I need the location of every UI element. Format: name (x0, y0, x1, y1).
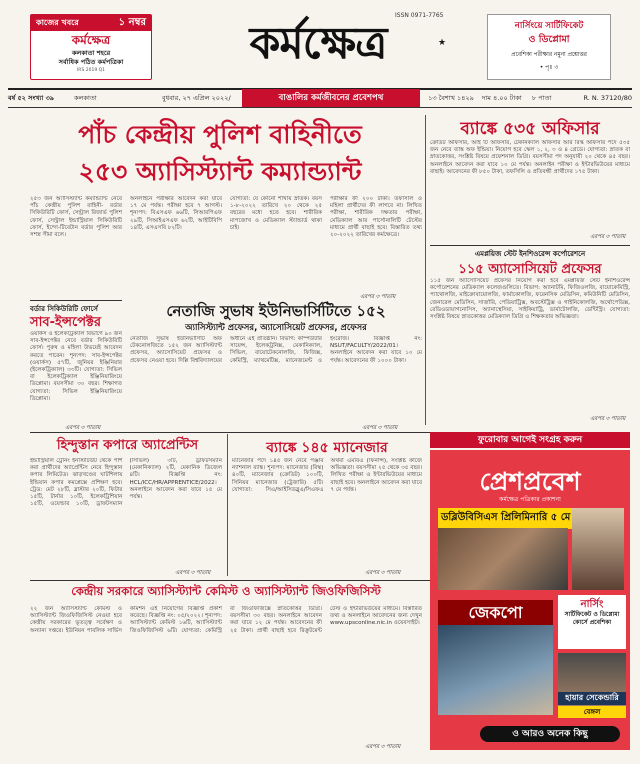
rank-line1: কলকাতা শহরে (71, 49, 111, 57)
rank-strip (31, 15, 151, 31)
netaji-body: নেতাজি সুভাষ ইউনিভার্সিটি অফ টেকনোলজিতে ১৫২ জন অ্যাসিস্ট্যান্ট প্রফেসর, অ্যাসোসিয়েট প্রফেসর ও প্রফেসর নেওয়া হবে। দিল্লি বিশ্ববিদ্যালয়ের অধীনে এই প্রতিষ্ঠান। বিভাগ: কম্পিউটার সায়েন্স, ইলেকট্রনিক্স, মেকানিক্যাল, সিভিল, বায়োটেকনোলজি, ফিজিক্স, কেমিস্ট্রি, ম্যাথমেটিক্স, ম্যানেজমেন্ট ও ইংরেজি। বিজ্ঞপ্তি নং: NSUT/FACULTY/2022/01। অনলাইনে আবেদন করা যাবে ১০ মে পর্যন্ত। আবেদনের ফী ১০০০ টাকা। (130, 336, 422, 364)
right-promo-line3: প্রবেশিকা পরীক্ষার নমুনা প্রশ্নোত্তর (511, 52, 587, 58)
hcl-continued: এরপর ৩ পাতায় (175, 570, 211, 576)
right-promo-box (487, 14, 611, 80)
promo-photo-1 (438, 528, 568, 590)
rank-number: ১ নম্বর (118, 16, 146, 28)
epfo-title: ১১৫ অ্যাসোসিয়েট প্রফেসর (458, 262, 602, 277)
bsf-rule (30, 300, 122, 301)
promo-photo-2 (572, 508, 624, 590)
date-label: বুধবার, ২৭ এপ্রিল ২০২২/ (162, 93, 231, 102)
dateline (8, 90, 632, 106)
rank-small: IRS 2019 Q1 (76, 68, 106, 73)
right-promo-line4: • পৃঃ ৩ (539, 64, 559, 71)
bank145-continued: এরপর ৩ পাতায় (365, 570, 401, 576)
bank535-body: ক্রেডিট অফিসার, আই টি অফিসার, টেকনিক্যাল অফিসার আর রিস্ক অফিসার পদে ৫৩৫ জন নেবে ব্যাঙ্ক অফ ইন্ডিয়া। নিয়োগ হবে স্কেল ১, ২, ৩ ও ৪ গ্রেডে। যোগ্যতা: স্নাতক বা স্নাতকোত্তর, সংশ্লিষ্ট বিষয়ে প্রফেশনাল ডিগ্রি। বয়সসীমা পদ অনুযায়ী ২০ থেকে ৪৫ বছর। অনলাইনে আবেদন করা যাবে ১০ মে পর্যন্ত। অনলাইন পরীক্ষা ও ইন্টারভিউয়ের মাধ্যমে বাছাই। আবেদনের ফী ৮৫০ টাকা, তফসিলি ও প্রতিবন্ধী প্রার্থীদের ১৭৫ টাকা। (430, 140, 630, 175)
main-headline-line2: ২৫৩ অ্যাসিস্ট্যান্ট কম্যান্ড্যান্ট (78, 157, 362, 186)
promo-mag-sub: কর্মক্ষেত্র পত্রিকার প্রকাশনা (499, 496, 561, 503)
main-story-continued: এরপর ৩ পাতায় (360, 294, 396, 300)
rank-logo: কর্মক্ষেত্র (71, 33, 111, 47)
main-story-col1 (30, 196, 122, 298)
rank-line2: সর্বাধিক পঠিত কর্মপত্রিকা (58, 58, 124, 66)
promo-story3: সার্টিফিকেট ও ডিপ্লোমা কোর্সে প্রবেশিকা (564, 611, 620, 626)
promo-footer: ও আরও অনেক কিছু (480, 726, 620, 742)
main-story-p1: ২৫৩ জন অ্যাসিস্ট্যান্ট কম্যান্ড্যান্ট নেবে পাঁচ কেন্দ্রীয় পুলিশ বাহিনী- বর্ডার সিকিউরিটি ফোর্স, সেন্ট্রাল রিজার্ভ পুলিশ ফোর্স, সেন্ট্রাল ইন্ডাস্ট্রিয়াল সিকিউরিটি ফোর্স, ইন্দো-টিবেটান বর্ডার পুলিশ আর সশস্ত্র সীমা বলে। (30, 196, 122, 239)
pages-label: ৮ পাতা (532, 93, 552, 102)
epfo-rule (430, 245, 630, 246)
bsf-body: ওয়ার্কস ও ইলেকট্রিক্যাল বিভাগে ৯০ জন সাব-ইন্সপেক্টর নেবে বর্ডার সিকিউরিটি ফোর্স। পুরুষ ও মহিলা উভয়েই আবেদন করতে পারেন। শূন্যপদ: সাব-ইন্সপেক্টর (ওয়ার্কস) ৫৭টি, জুনিয়র ইঞ্জিনিয়ার (ইলেকট্রিক্যাল) ৩৩টি। যোগ্যতা: সিভিল বা ইলেকট্রিক্যাল ইঞ্জিনিয়ারিংয়ে ডিপ্লোমা। বয়সসীমা ৩০ বছর। শিক্ষাগত যোগ্যতা: সিভিল ইঞ্জিনিয়ারিংয়ে ডিপ্লোমা। (30, 331, 122, 402)
netaji-continued: এরপর ৩ পাতায় (362, 425, 398, 431)
main-story-col2 (130, 196, 222, 298)
promo-photo-3 (438, 625, 553, 715)
main-story-col4 (330, 196, 422, 292)
rank-badge (30, 14, 152, 80)
promo-magazine-cover[interactable] (430, 450, 630, 750)
promo-banner: ফুরোবার আগেই সংগ্রহ করুন (430, 432, 630, 448)
promo-story6: বেঙ্গল (558, 706, 626, 718)
hcl-title: হিন্দুস্তান কপারে অ্যাপ্রেন্টিস (56, 438, 199, 453)
issue-label: বর্ষ ৫২ সংখ্যা ৩৯ (8, 93, 55, 102)
column-divider-mid (227, 434, 228, 576)
main-story-col3 (230, 196, 322, 298)
right-promo-line1: নার্সিংয়ে সার্টিফিকেট (514, 21, 584, 31)
bank535-title: ব্যাঙ্কে ৫৩৫ অফিসার (460, 119, 600, 139)
central-body: ২২ জন অ্যাসিস্ট্যান্ট কেমিস্ট ও অ্যাসিস্ট্যান্ট জিওফিজিসিস্ট নেওয়া হবে কেন্দ্রীয় সরকারের ভূতত্ত্ব সর্বেক্ষণ ও অন্যান্য দপ্তরে। ইউনিয়ন পাবলিক সার্ভিস কমিশন এই নিয়োগের বিজ্ঞপ্তি প্রকাশ করেছে। বিজ্ঞপ্তি নং: ০৫/২০২২। শূন্যপদ: অ্যাসিস্ট্যান্ট কেমিস্ট ১৬টি, অ্যাসিস্ট্যান্ট জিওফিজিসিস্ট ৬টি। যোগ্যতা: কেমিস্ট্রি বা জিওফিজিক্সে স্নাতকোত্তর ডিগ্রি। বয়সসীমা ৩০ বছর। অনলাইনে আবেদন করা যাবে ১২ মে পর্যন্ত। আবেদনের ফী ২৫ টাকা। প্রার্থী বাছাই হবে রিক্রুটমেন্ট টেস্ট ও ইন্টারভিউয়ের মাধ্যমে। বিস্তারিত তথ্য ও অনলাইনে আবেদনের জন্য দেখুন www.upsconline.nic.in ওয়েবসাইট। (30, 606, 422, 634)
bsf-continued: এরপর ৩ পাতায় (65, 425, 101, 431)
right-promo-line2: ও ডিপ্লোমা (528, 34, 570, 45)
rank-tag: কাজের খবরে (36, 17, 79, 27)
city-label: কলকাতা (74, 93, 97, 102)
epfo-continued: এরপর ৩ পাতায় (590, 416, 626, 422)
bank145-title: ব্যাঙ্কে ১৪৫ ম্যানেজার (266, 440, 388, 456)
promo-story5: হায়ার সেকেন্ডারি (558, 692, 626, 705)
hcl-body: ইন্ডাস্ট্রিয়াল ট্রেনিং ইনস্টিটিউট থেকে পাশ করা প্রার্থীদের অ্যাপ্রেন্টিস নেবে হিন্দুস্তান কপার লিমিটেড। ঝাড়খণ্ডের ঘাটশিলায় ইন্ডিয়ান কপার কমপ্লেক্সে প্রশিক্ষণ হবে। ট্রেড: মেট ২৮টি, ব্লাস্টার ২০টি, ফিটার ১৫টি, টার্নার ১০টি, ইলেকট্রিশিয়ান ১৫টি, ওয়েল্ডার ১০টি, ড্রাফটসম্যান (সিভিল) ৩টি, ড্রাফটসম্যান (মেকানিক্যাল) ২টি, মেকানিক ডিজেল ৪টি। বিজ্ঞপ্তি নং: HCL/ICC/HR/APPRENTICE/2022। অনলাইনে আবেদন করা যাবে ১৫ মে পর্যন্ত। (30, 458, 222, 508)
main-headline-line1: পাঁচ কেন্দ্রীয় পুলিশ বাহিনীতে (78, 120, 362, 149)
column-divider-right (425, 115, 426, 425)
promo-mag-title: প্রেশপ্রবেশ (479, 467, 581, 496)
reg-label: R. N. 37120/80 (583, 94, 632, 102)
star-icon: ★ (438, 38, 447, 48)
promo-story2-box (558, 595, 626, 649)
header-rule-bottom (8, 107, 632, 108)
netaji-subtitle: অ্যাসিস্ট্যান্ট প্রফেসর, অ্যাসোসিয়েট প্রফেসর, প্রফেসর (185, 323, 367, 333)
promo-story2: নার্সিং (580, 599, 604, 610)
bsf-title: সাব-ইন্সপেক্টর (30, 315, 102, 330)
netaji-title: নেতাজি সুভাষ ইউনিভার্সিটিতে ১৫২ (166, 302, 386, 320)
bsf-kicker: বর্ডার সিকিউরিটি ফোর্সে (30, 305, 98, 313)
lower-rule (30, 580, 430, 581)
central-title: কেন্দ্রীয় সরকারে অ্যাসিস্ট্যান্ট কেমিস্ট ও অ্যাসিস্ট্যান্ট জিওফিজিসিস্ট (71, 584, 381, 598)
price-label: দাম ৪.০০ টাকা (482, 93, 522, 102)
issn: ISSN 0971-7765 (395, 12, 444, 19)
bank145-body: ম্যানেজার পদে ১৪৫ জন নেবে পঞ্জাব ন্যাশনাল ব্যাঙ্ক। শূন্যপদ: ম্যানেজার (রিস্ক) ৪০টি, ম্যানেজার (ক্রেডিট) ১০০টি, সিনিয়র ম্যানেজার (ট্রেজারি) ৫টি। যোগ্যতা: সিএ/আইসিডব্লুএ/সিএফএ অথবা এমবিএ (ফিনান্স), সংশ্লিষ্ট কাজে অভিজ্ঞতা। বয়সসীমা ২৫ থেকে ৩৫ বছর। লিখিত পরীক্ষা ও ইন্টারভিউয়ের মাধ্যমে বাছাই হবে। অনলাইনে আবেদন করা যাবে ৭ মে পর্যন্ত। (232, 458, 422, 493)
promo-story4: জেকপো (438, 600, 553, 627)
bank535-continued: এরপর ৩ পাতায় (590, 234, 626, 240)
epfo-kicker: এমপ্লয়িজ স্টেট ইনশিওরেন্স কর্পোরেশনে (474, 250, 586, 258)
epfo-body: ১১৫ জন অ্যাসোসিয়েট প্রফেসর নিয়োগ করা হবে এমপ্লয়িজ স্টেট ইনশিওরেন্স কর্পোরেশনের মেডিক্যাল কলেজগুলিতে। বিভাগ: অ্যানাটমি, ফিজিওলজি, বায়োকেমিস্ট্রি, প্যাথোলজি, মাইক্রোবায়োলজি, ফার্মাকোলজি, ফরেনসিক মেডিসিন, কমিউনিটি মেডিসিন, জেনারেল মেডিসিন, সার্জারি, পেডিয়াট্রিক্স, অবস্টেট্রিক্স ও গাইনিকোলজি, অর্থোপেডিক্স, রেডিওডায়াগনোসিস, অ্যানাস্থেসিয়া, সাইকিয়াট্রি, ডার্মাটোলজি, ডেন্টিস্ট্রি। যোগ্যতা: সংশ্লিষ্ট বিষয়ে স্নাতকোত্তর মেডিক্যাল ডিগ্রি ও শিক্ষকতার অভিজ্ঞতা। (430, 278, 630, 321)
main-story-p4: পরীক্ষার ফী ২০০ টাকা। তফসিলি ও মহিলা প্রার্থীদের ফী লাগবে না। লিখিত পরীক্ষা, শারীরিক দক্ষতার পরীক্ষা, মেডিক্যাল আর পার্সোনালিটি টেস্টের মাধ্যমে প্রার্থী বাছাই হবে। বিস্তারিত তথ্য ২০-২০২২ তারিখের কর্মক্ষেত্রে। (330, 196, 422, 239)
bengali-date: ১৩ বৈশাখ ১৪২৯ (428, 93, 474, 102)
mid-rule (30, 432, 430, 433)
masthead: কর্মক্ষেত্র (249, 18, 387, 69)
main-story-p3: যোগ্যতা: যে কোনো শাখায় স্নাতক। বয়স ১-৮-২০২২ তারিখে ২০ থেকে ২৫ বছরের মধ্যে হতে হবে। শারীরিক মাপজোখ ও মেডিক্যাল স্ট্যান্ডার্ড থাকা চাই। (230, 196, 322, 231)
main-story-p2: অনলাইনে পরীক্ষার আবেদন করা যাবে ১৭ মে পর্যন্ত। পরীক্ষা হবে ৭ আগস্ট। শূন্যপদ: বিএসএফ ৬৬টি, সিআরপিএফ ২৯টি, সিআইএসএফ ৬২টি, আইটিবিপি ১৪টি, এসএসবি ৮২টি। (130, 196, 222, 231)
promo-story1: ডব্লিউবিসিএস প্রিলিমিনারি ৫ মে (438, 508, 578, 529)
tagline: বাঙালির কর্মজীবনের প্রবেশপথ (242, 89, 420, 107)
central-continued: এরপর ৩ পাতায় (365, 744, 401, 750)
